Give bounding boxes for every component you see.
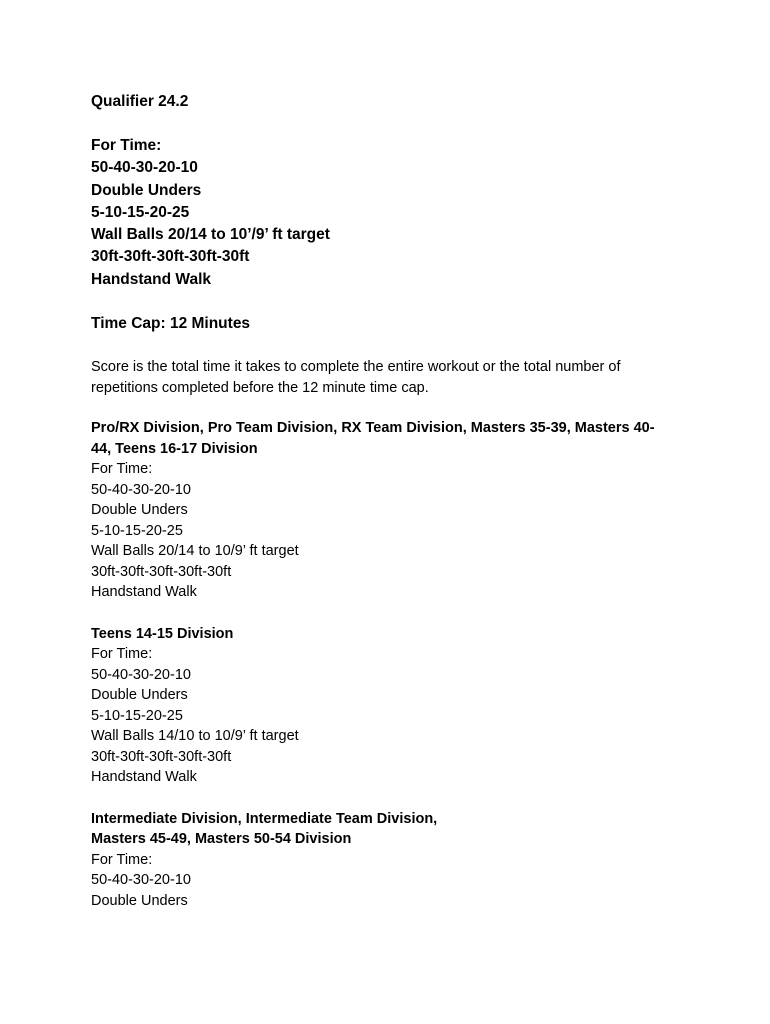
- division-heading: Intermediate Division, Intermediate Team Division, Masters 45-49, Masters 50-54 Division: [91, 810, 438, 848]
- division-line: 5-10-15-20-25: [91, 522, 183, 539]
- document-title: Qualifier 24.2: [91, 93, 189, 110]
- division-heading: Pro/RX Division, Pro Team Division, RX Team Division, Masters 35-39, Masters 40-44, Teens 16-17 Division: [91, 420, 655, 457]
- time-cap: Time Cap: 12 Minutes: [91, 315, 251, 333]
- division-line: Handstand Walk: [91, 584, 197, 601]
- division-line: Wall Balls 20/14 to 10/9’ ft target: [91, 543, 299, 560]
- workout-line: Handstand Walk: [91, 270, 211, 288]
- workout-summary: [91, 135, 670, 291]
- division-line: Wall Balls 14/10 to 10/9’ ft target: [91, 728, 299, 745]
- division-section: [91, 624, 670, 788]
- division-section: [91, 418, 670, 603]
- division-line: Double Unders: [91, 892, 188, 909]
- division-line: 50-40-30-20-10: [91, 666, 191, 683]
- division-line: 30ft-30ft-30ft-30ft-30ft: [91, 748, 232, 765]
- workout-line: 30ft-30ft-30ft-30ft-30ft: [91, 248, 250, 266]
- division-line: Double Unders: [91, 502, 188, 519]
- division-section: [91, 809, 670, 912]
- workout-line: 50-40-30-20-10: [91, 159, 198, 177]
- division-heading: Teens 14-15 Division: [91, 625, 234, 642]
- division-line: Handstand Walk: [91, 769, 197, 786]
- score-note: Score is the total time it takes to complete the entire workout or the total number of repetitions completed before the 12 minute time cap.: [91, 359, 621, 396]
- division-line: 30ft-30ft-30ft-30ft-30ft: [91, 563, 232, 580]
- division-line: 50-40-30-20-10: [91, 872, 191, 889]
- division-line: 50-40-30-20-10: [91, 481, 191, 498]
- division-line: Double Unders: [91, 687, 188, 704]
- division-line: For Time:: [91, 851, 153, 868]
- division-line: For Time:: [91, 461, 153, 478]
- workout-line: 5-10-15-20-25: [91, 203, 190, 221]
- workout-line: Double Unders: [91, 181, 202, 199]
- workout-line: Wall Balls 20/14 to 10’/9’ ft target: [91, 226, 330, 244]
- division-line: 5-10-15-20-25: [91, 707, 183, 724]
- workout-line: For Time:: [91, 137, 162, 154]
- division-line: For Time:: [91, 646, 153, 663]
